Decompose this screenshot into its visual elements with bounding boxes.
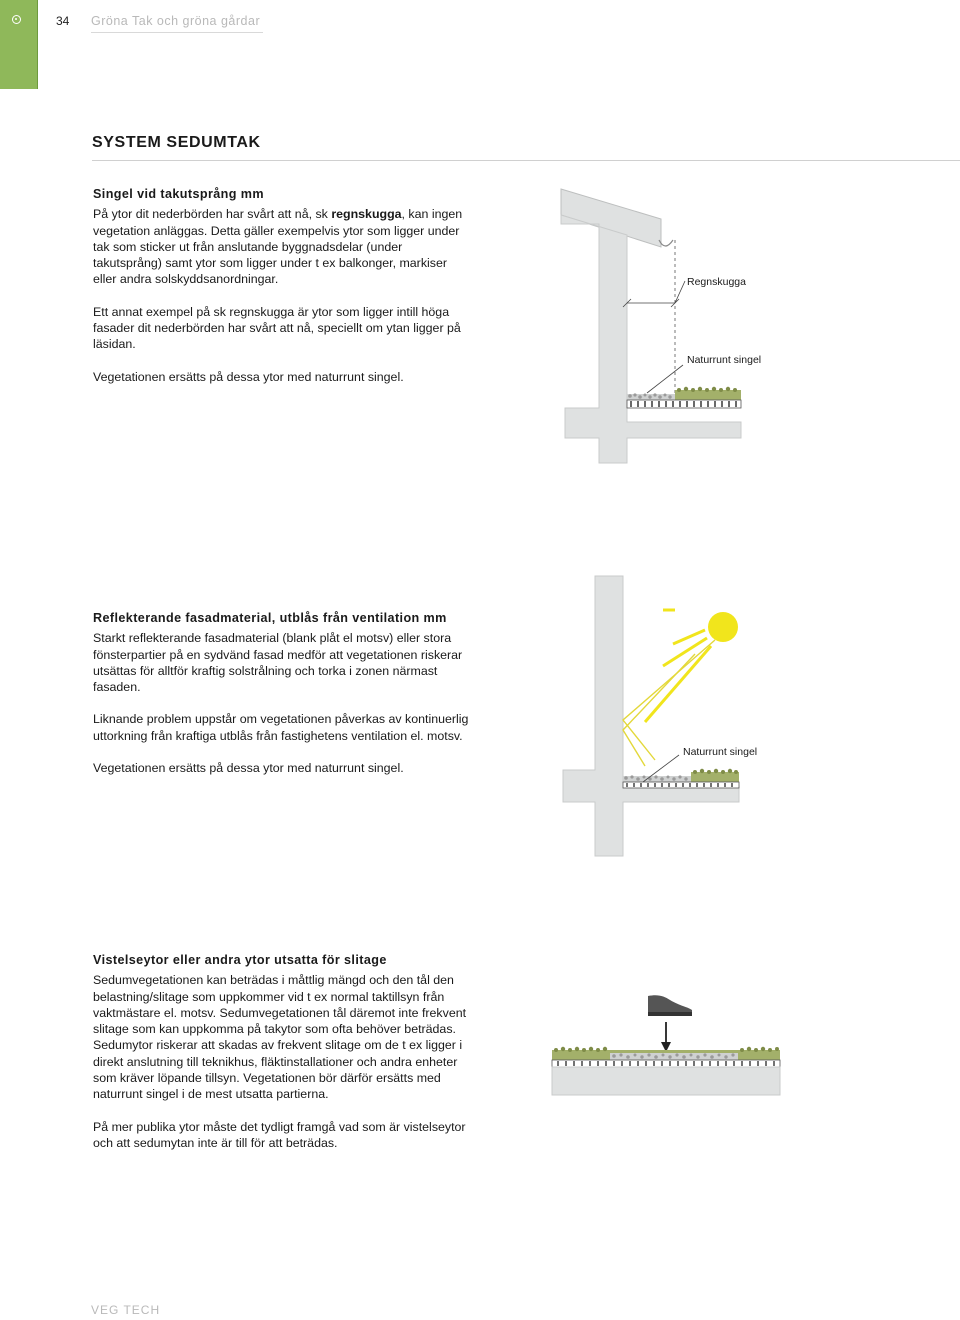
paragraph: Starkt reflekterande fasadmaterial (blank plåt el motsv) eller stora fönsterpartier på en sydvänd fasad medför att vegetationen riskerar utsättas för alltför kraftig solstrålning och torka i zonen närmast fasaden. xyxy=(93,631,463,695)
chapter-tab xyxy=(0,0,38,89)
paragraph: Vegetationen ersätts på dessa ytor med naturrunt singel. xyxy=(93,761,404,776)
rain-shadow-diagram xyxy=(555,185,770,470)
page-number: 34 xyxy=(56,14,70,28)
text-block-rain-shadow xyxy=(93,186,473,401)
label-rain-shadow: Regnskugga xyxy=(687,276,746,288)
sun-icon xyxy=(708,612,738,642)
text-block-reflective-facade xyxy=(93,610,473,792)
label-gravel: Naturrunt singel xyxy=(683,746,758,758)
leader-line xyxy=(675,281,685,303)
block-heading: Singel vid takutsprång mm xyxy=(93,187,264,201)
text-block-wear-surfaces xyxy=(93,952,473,1167)
drainage-layer xyxy=(627,400,741,408)
section-title: SYSTEM SEDUMTAK xyxy=(92,134,261,151)
sun-rays xyxy=(645,610,711,722)
drainage-layer xyxy=(552,1060,780,1067)
paragraph: Vegetationen ersätts på dessa ytor med naturrunt singel. xyxy=(93,369,404,384)
paragraph-text: På ytor dit nederbörden har svårt att nå, sk xyxy=(93,207,332,222)
reflection-diagram xyxy=(555,570,770,860)
paragraph: På mer publika ytor måste det tydligt framgå vad som är vistelseytor och att sedumytan inte är till för att beträdas. xyxy=(93,1119,466,1150)
paragraph xyxy=(93,206,473,287)
running-title: Gröna Tak och gröna gårdar xyxy=(91,14,263,33)
roof-slab xyxy=(552,1067,780,1095)
sedum-layer xyxy=(691,772,739,782)
block-heading: Reflekterande fasadmaterial, utblås från ventilation mm xyxy=(93,611,447,625)
building-section xyxy=(561,215,741,463)
wear-diagram xyxy=(550,990,785,1100)
paragraph: Ett annat exempel på sk regnskugga är ytor som ligger intill höga fasader dit nederbörden har svårt att nå, speciellt om ytan ligger på läsidan. xyxy=(93,304,461,352)
shoe-sole xyxy=(648,1012,692,1016)
block-heading: Vistelseytor eller andra ytor utsatta för slitage xyxy=(93,953,387,967)
footer-brand: VEG TECH xyxy=(91,1303,161,1317)
tab-marker-icon xyxy=(12,15,21,24)
bold-term: regnskugga xyxy=(331,207,402,222)
paragraph: Liknande problem uppstår om vegetationen påverkas av kontinuerlig uttorkning från kraftiga utblås från fastighetens ventilation el. motsv. xyxy=(93,712,469,743)
paragraph-text: , kan ingen vegetation anläggas. Detta gäller exempelvis ytor som ligger under tak som sticker ut från anslutande byggnadsdelar (under takutsprång) samt ytor som ligger under t ex balkonger, markiser eller andra solskyddsanordningar. xyxy=(93,207,463,287)
paragraph: Sedumvegetationen kan beträdas i måttlig mängd och den tål den belastning/slitage som uppkommer vid t ex normal taktillsyn från vaktmästare el. motsv. Sedumvegetationen tål däremot inte frekvent slitage som kan uppkomma på takytor som ofta behöver beträdas. Sedumytor riskerar att skadas av frekvent slitage om de t ex ligger i direkt anslutning till teknikhus, fläktinstallationer och andra enheter som kräver löpande tillsyn. Vegetationen bör därför ersätts med naturrunt singel i de mest utsatta partierna. xyxy=(93,973,467,1102)
label-gravel: Naturrunt singel xyxy=(687,354,762,366)
section-divider xyxy=(92,160,960,161)
